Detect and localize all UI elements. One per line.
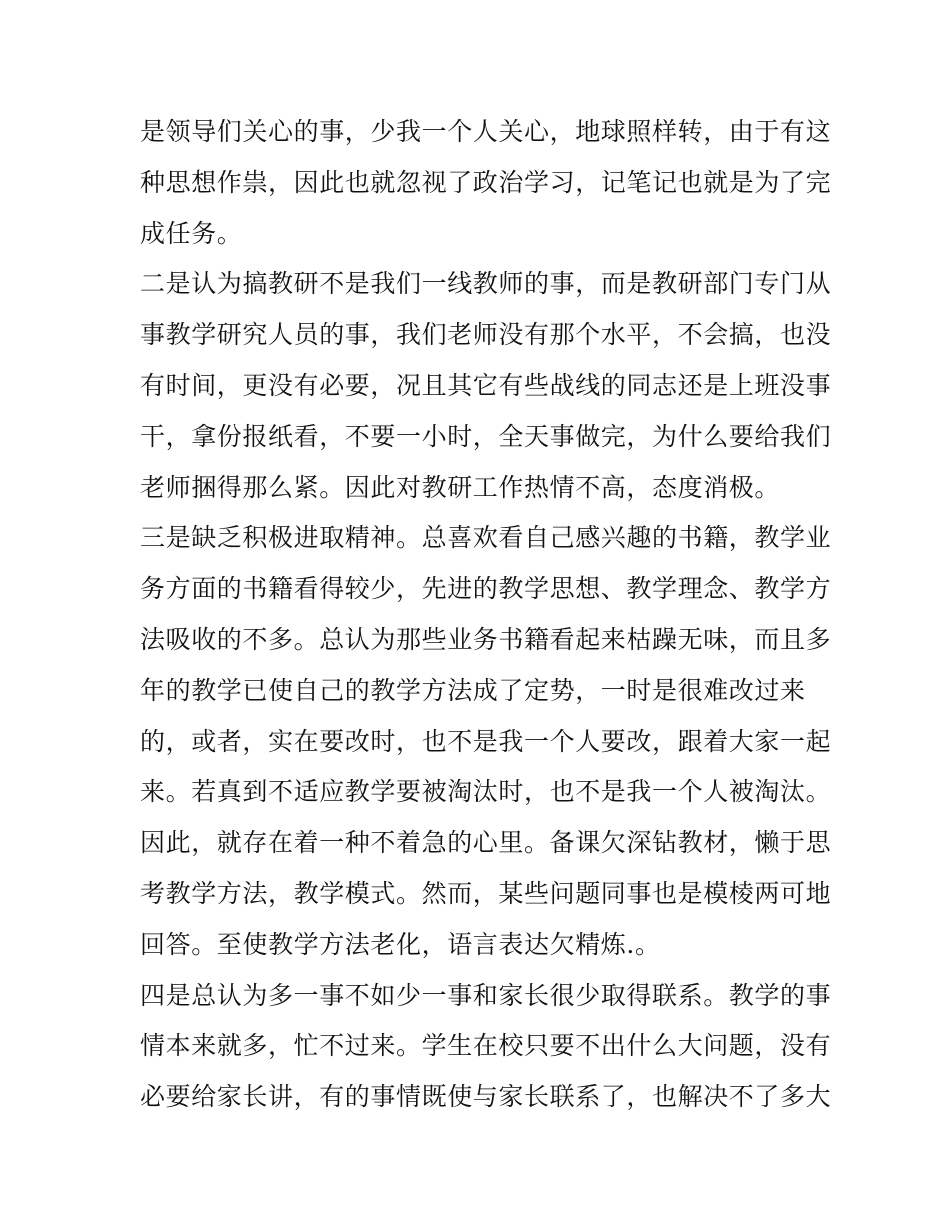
text-line: 法吸收的不多。总认为那些业务书籍看起来枯躁无味，而且多 (140, 624, 832, 654)
text-line: 老师捆得那么紧。因此对教研工作热情不高，态度消极。 (140, 472, 781, 502)
text-line: 的，或者，实在要改时，也不是我一个人要改，跟着大家一起 (140, 726, 832, 756)
text-line: 干，拿份报纸看，不要一小时，全天事做完，为什么要给我们 (140, 421, 832, 451)
text-line: 成任务。 (140, 218, 243, 248)
text-line: 二是认为搞教研不是我们一线教师的事，而是教研部门专门从 (140, 269, 832, 299)
text-line: 因此，就存在着一种不着急的心里。备课欠深钻教材，懒于思 (140, 828, 832, 858)
text-line: 务方面的书籍看得较少，先进的教学思想、教学理念、教学方 (140, 574, 832, 604)
text-line: 三是缺乏积极进取精神。总喜欢看自己感兴趣的书籍，教学业 (140, 523, 832, 553)
text-line: 必要给家长讲，有的事情既使与家长联系了，也解决不了多大 (140, 1082, 832, 1112)
text-line: 回答。至使教学方法老化，语言表达欠精炼.。 (140, 929, 661, 959)
text-line: 考教学方法，教学模式。然而，某些问题同事也是模棱两可地 (140, 878, 832, 908)
text-line: 是领导们关心的事，少我一个人关心，地球照样转，由于有这 (140, 117, 832, 146)
text-line: 有时间，更没有必要，况且其它有些战线的同志还是上班没事 (140, 370, 832, 400)
text-line: 四是总认为多一事不如少一事和家长很少取得联系。教学的事 (140, 980, 832, 1010)
text-line: 种思想作祟，因此也就忽视了政治学习，记笔记也就是为了完 (140, 167, 832, 197)
text-line: 年的教学已使自己的教学方法成了定势，一时是很难改过来 (140, 675, 806, 705)
body-text (140, 107, 832, 1123)
text-line: 事教学研究人员的事，我们老师没有那个水平，不会搞，也没 (140, 320, 832, 350)
text-line: 情本来就多，忙不过来。学生在校只要不出什么大问题，没有 (140, 1031, 832, 1061)
text-line: 来。若真到不适应教学要被淘汰时，也不是我一个人被淘汰。 (140, 777, 832, 807)
